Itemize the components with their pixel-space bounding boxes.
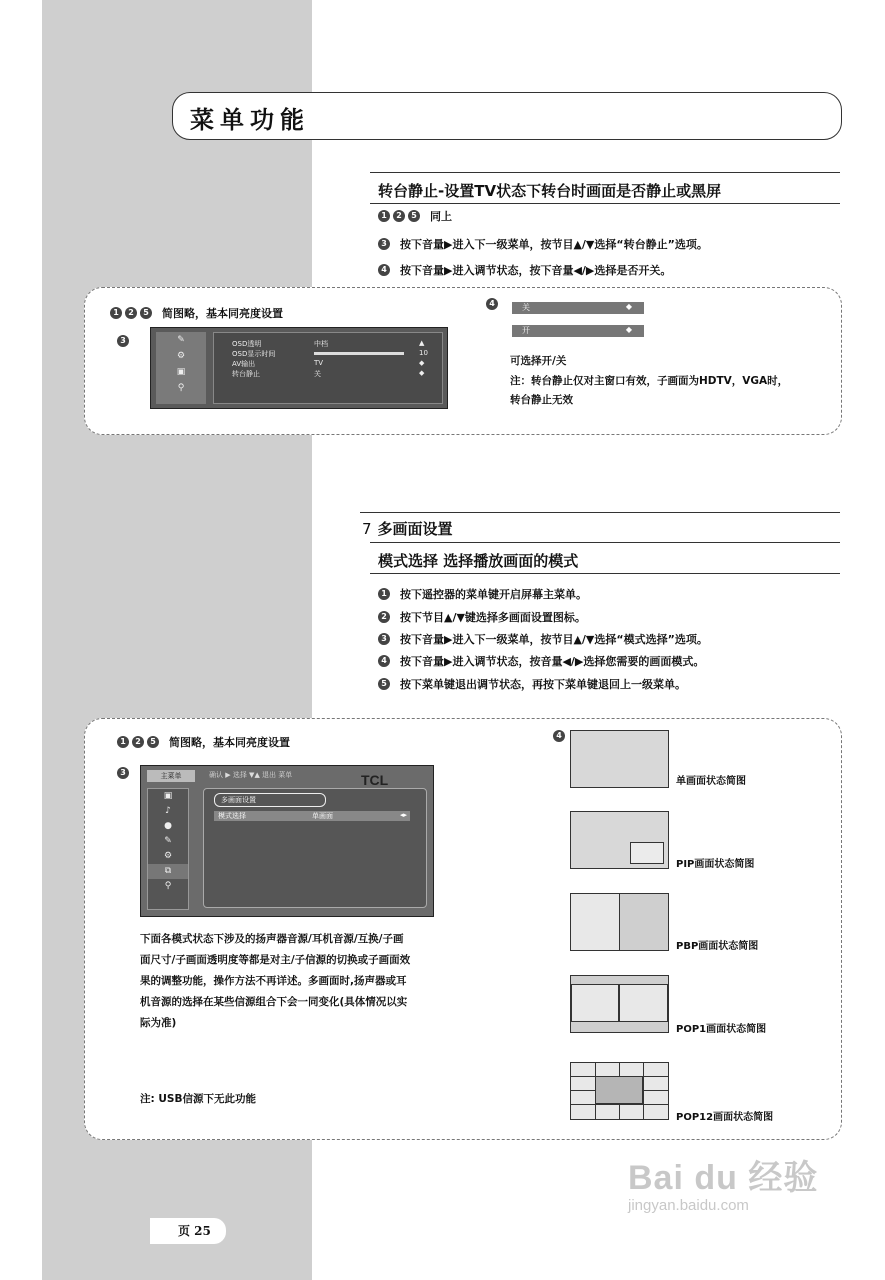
badge-4-icon: 4 xyxy=(553,730,565,742)
menu-row-label: AV输出 xyxy=(232,360,256,368)
section2-step-3 xyxy=(378,631,708,647)
box1-caption-row xyxy=(110,305,283,321)
step-text: 按下音量▶进入下一级菜单，按节目▲/▼选择“模式选择”选项。 xyxy=(400,633,708,646)
section2-subtitle: 模式选择 选择播放画面的模式 xyxy=(378,552,579,570)
settings-icon: ⚙ xyxy=(176,351,186,361)
single-screen-diagram xyxy=(570,730,669,788)
step-number-icon: 2 xyxy=(393,210,405,222)
page-number: 页 25 xyxy=(150,1218,226,1244)
panel-title: 多画面设置 xyxy=(214,793,326,807)
section2-step-5 xyxy=(378,676,686,692)
page-title: 菜单功能 xyxy=(190,105,310,134)
step-number-icon: 1 xyxy=(117,736,129,748)
tv-side-icons xyxy=(156,332,206,404)
pop1-left-window xyxy=(571,984,619,1022)
option-label: 关 xyxy=(522,303,530,312)
menu-row-value: 关 xyxy=(314,370,321,378)
para-line-2: 面尺寸/子画面透明度等都是对主/子信源的切换或子画面效 xyxy=(140,954,411,966)
section2-rule-mid xyxy=(370,542,840,543)
pip-subwindow xyxy=(630,842,664,864)
caption-badges xyxy=(117,736,159,748)
watermark-url: jingyan.baidu.com xyxy=(628,1197,749,1214)
mode-label: POP12画面状态简图 xyxy=(676,1112,774,1123)
tool-icon: ✎ xyxy=(164,836,172,846)
step-number-icon: 2 xyxy=(125,307,137,319)
pip-diagram xyxy=(570,811,669,869)
step-number-icon: 3 xyxy=(378,238,390,250)
para-line-3: 果的调整功能，操作方法不再详述。多画面时,扬声器或耳 xyxy=(140,975,407,987)
box1-caption: 简图略，基本同亮度设置 xyxy=(162,307,283,320)
step-badges xyxy=(378,210,420,222)
para-line-5: 际为准) xyxy=(140,1017,177,1029)
step-number-icon: 1 xyxy=(110,307,122,319)
multi-screen-panel xyxy=(203,788,427,908)
step-text: 按下菜单键退出调节状态，再按下菜单键退回上一级菜单。 xyxy=(400,678,686,691)
mode-select-row xyxy=(214,811,410,821)
usb-note: 注: USB信源下无此功能 xyxy=(140,1093,256,1105)
section1-title: 转台静止-设置TV状态下转台时画面是否静止或黑屏 xyxy=(378,182,722,200)
menu-row-label: OSD透明 xyxy=(232,340,262,348)
channel-icon: ● xyxy=(164,821,172,831)
step-number-icon: 5 xyxy=(140,307,152,319)
badge-3-icon: 3 xyxy=(117,767,129,779)
section2-step-4 xyxy=(378,653,704,669)
option-bar-off xyxy=(512,302,644,314)
caption-badges xyxy=(110,307,152,319)
badge-3-icon: 3 xyxy=(117,335,129,347)
slider-bar xyxy=(314,352,404,355)
option-bar-on xyxy=(512,325,644,337)
arrow-icon: ◆ xyxy=(419,369,425,377)
arrows-icon: ◂▸ xyxy=(400,811,408,819)
section2-title: 多画面设置 xyxy=(377,520,453,538)
step-number-icon: 2 xyxy=(378,611,390,623)
pop12-main-window xyxy=(595,1076,643,1104)
para-line-1: 下面各模式状态下涉及的扬声器音源/耳机音源/互换/子画 xyxy=(140,933,404,945)
menu-row-label: 转台静止 xyxy=(232,370,260,378)
section2-number: 7 xyxy=(362,520,372,538)
search-icon: ⚲ xyxy=(177,383,185,393)
option-label: 开 xyxy=(522,326,530,335)
mode-label: POP1画面状态简图 xyxy=(676,1024,767,1035)
step-number-icon: 5 xyxy=(378,678,390,690)
row-value: 单画面 xyxy=(312,812,333,820)
section1-rule-top xyxy=(370,172,840,173)
section2-rule-top xyxy=(360,512,840,513)
section1-step-1 xyxy=(378,208,452,224)
music-icon: ♪ xyxy=(165,806,171,816)
tv-side-icons xyxy=(147,788,189,910)
box2-caption: 简图略，基本同亮度设置 xyxy=(169,736,290,749)
menu-row-value: 中档 xyxy=(314,340,328,348)
section1-rule-bottom xyxy=(370,203,840,204)
multi-screen-icon: ⧉ xyxy=(148,864,188,879)
menu-row-label: OSD显示时间 xyxy=(232,350,276,358)
section2-heading xyxy=(362,518,453,539)
baidu-watermark xyxy=(628,1150,818,1214)
tv-menu-screenshot-2 xyxy=(140,765,434,917)
step-text: 按下音量▶进入调节状态，按下音量◀/▶选择是否开关。 xyxy=(400,264,672,277)
box1-note-line2: 转台静止无效 xyxy=(510,394,573,406)
mode-label: 单画面状态简图 xyxy=(676,776,746,787)
step-number-icon: 2 xyxy=(132,736,144,748)
arrow-icon: ◆ xyxy=(625,302,632,311)
section1-step-3 xyxy=(378,236,708,252)
settings-icon: ⚙ xyxy=(163,851,173,861)
picture-icon: ▣ xyxy=(176,367,186,377)
step-text: 同上 xyxy=(430,210,452,223)
step-text: 按下节目▲/▼键选择多画面设置图标。 xyxy=(400,611,586,624)
picture-icon: ▣ xyxy=(163,791,173,801)
step-number-icon: 1 xyxy=(378,588,390,600)
tv-menu-screenshot-1 xyxy=(150,327,448,409)
option-note: 可选择开/关 xyxy=(510,355,567,367)
step-number-icon: 4 xyxy=(378,264,390,276)
arrow-icon: ◆ xyxy=(625,325,632,334)
pop1-right-window xyxy=(619,984,668,1022)
mode-label: PIP画面状态简图 xyxy=(676,859,755,870)
section2-step-2 xyxy=(378,609,586,625)
section2-step-1 xyxy=(378,586,587,602)
arrow-icon: ▲ xyxy=(419,339,425,347)
step-number-icon: 3 xyxy=(378,633,390,645)
pop12-diagram xyxy=(570,1062,669,1120)
tv-menu-panel xyxy=(213,332,443,404)
arrow-icon: ◆ xyxy=(419,359,425,367)
tcl-logo: TCL xyxy=(361,772,389,788)
pbp-left-window xyxy=(571,894,620,950)
pbp-right-window xyxy=(620,894,668,950)
row-label: 模式选择 xyxy=(218,812,246,820)
search-icon: ⚲ xyxy=(164,881,172,891)
step-number-icon: 4 xyxy=(378,655,390,667)
pop1-diagram xyxy=(570,975,669,1033)
menu-hint-bar: 确认 ▶ 选择 ▼▲ 退出 菜单 xyxy=(209,771,293,779)
arrow-icon: 10 xyxy=(419,349,428,357)
mode-label: PBP画面状态简图 xyxy=(676,941,759,952)
step-text: 按下遥控器的菜单键开启屏幕主菜单。 xyxy=(400,588,587,601)
menu-row-value: TV xyxy=(314,359,324,367)
grid-line xyxy=(643,1063,644,1119)
main-menu-tab: 主菜单 xyxy=(147,770,195,782)
box2-caption-row xyxy=(117,734,290,750)
tool-icon: ✎ xyxy=(177,335,185,345)
badge-4-icon: 4 xyxy=(486,298,498,310)
watermark-brand: Bai du 经验 xyxy=(628,1159,819,1197)
step-text: 按下音量▶进入下一级菜单，按节目▲/▼选择“转台静止”选项。 xyxy=(400,238,708,251)
step-number-icon: 5 xyxy=(147,736,159,748)
section1-step-4 xyxy=(378,262,671,278)
step-text: 按下音量▶进入调节状态，按音量◀/▶选择您需要的画面模式。 xyxy=(400,655,705,668)
step-number-icon: 5 xyxy=(408,210,420,222)
step-number-icon: 1 xyxy=(378,210,390,222)
section2-rule-bottom xyxy=(370,573,840,574)
para-line-4: 机音源的选择在某些信源组合下会一同变化(具体情况以实 xyxy=(140,996,408,1008)
pbp-diagram xyxy=(570,893,669,951)
box1-note-line1: 注：转台静止仅对主窗口有效，子画面为HDTV，VGA时， xyxy=(510,375,789,387)
